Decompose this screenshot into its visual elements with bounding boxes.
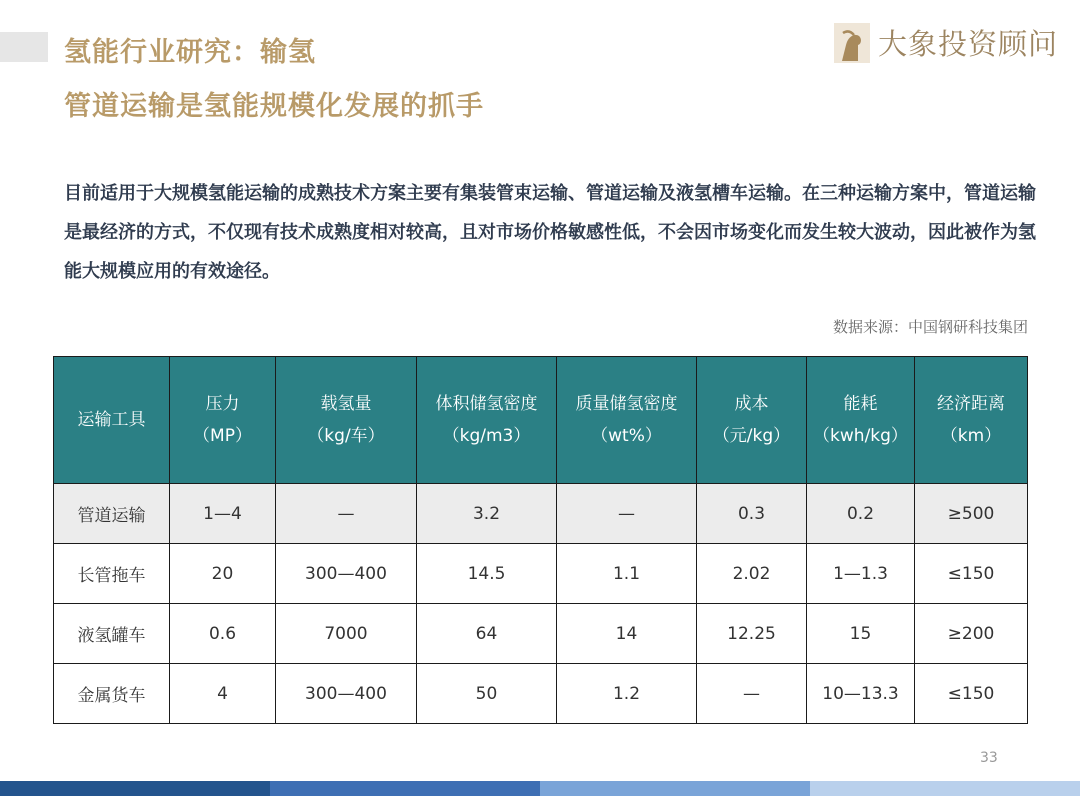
table-cell: 20	[170, 544, 276, 604]
column-header	[170, 357, 276, 484]
table-cell: ≤150	[915, 544, 1028, 604]
bottom-bar-segment	[0, 781, 270, 796]
column-header	[557, 357, 697, 484]
column-header	[697, 357, 807, 484]
bottom-bar-segment	[270, 781, 540, 796]
column-header-unit: （kg/m3）	[442, 426, 531, 446]
page-subtitle: 管道运输是氢能规模化发展的抓手	[64, 91, 484, 122]
column-header-label: 载氢量	[320, 394, 372, 414]
table-row	[54, 664, 1028, 724]
column-header	[54, 357, 170, 484]
brand-logo	[834, 22, 1058, 63]
table-cell: 15	[807, 604, 915, 664]
column-header-unit: （MP）	[193, 426, 252, 446]
column-header-label: 体积储氢密度	[435, 394, 538, 414]
table-row	[54, 544, 1028, 604]
transport-type-cell: 液氢罐车	[54, 604, 170, 664]
table-cell: 14.5	[417, 544, 557, 604]
column-header-label: 经济距离	[937, 394, 1005, 414]
column-header-unit: （wt%）	[591, 426, 662, 446]
column-header-label: 成本	[734, 394, 769, 414]
table-row	[54, 484, 1028, 544]
table-cell: 64	[417, 604, 557, 664]
transport-type-cell: 长管拖车	[54, 544, 170, 604]
table-cell: ≥500	[915, 484, 1028, 544]
column-header	[276, 357, 417, 484]
transport-type-cell: 金属货车	[54, 664, 170, 724]
table-header-row	[54, 357, 1028, 484]
column-header-label: 质量储氢密度	[575, 394, 678, 414]
transport-type-cell: 管道运输	[54, 484, 170, 544]
table-cell: ≥200	[915, 604, 1028, 664]
table-cell: 4	[170, 664, 276, 724]
table-cell: 14	[557, 604, 697, 664]
comparison-table	[53, 356, 1028, 724]
brand-name: 大象投资顾问	[878, 27, 1059, 61]
column-header-unit: （kg/车）	[307, 426, 385, 446]
table-cell: —	[697, 664, 807, 724]
table-cell: 0.6	[170, 604, 276, 664]
bottom-color-bar	[0, 781, 1080, 796]
table-cell: —	[557, 484, 697, 544]
intro-paragraph: 目前适用于大规模氢能运输的成熟技术方案主要有集装管束运输、管道运输及液氢槽车运输。在三种运输方案中，管道运输是最经济的方式，不仅现有技术成熟度相对较高，且对市场价格敏感性低，不会因市场变化而发生较大波动，因此被作为氢能大规模应用的有效途径。	[64, 183, 1036, 282]
table-cell: 1—4	[170, 484, 276, 544]
table-cell: 2.02	[697, 544, 807, 604]
column-header	[915, 357, 1028, 484]
page-number: 33	[980, 750, 998, 766]
table-cell: 1.2	[557, 664, 697, 724]
column-header	[417, 357, 557, 484]
table-cell: 300—400	[276, 544, 417, 604]
table-cell: —	[276, 484, 417, 544]
table-cell: 0.3	[697, 484, 807, 544]
table-cell: 1—1.3	[807, 544, 915, 604]
title-accent-bar	[0, 32, 48, 62]
page-title: 氢能行业研究：输氢	[64, 37, 316, 68]
column-header-label: 能耗	[843, 394, 878, 414]
table-cell: 12.25	[697, 604, 807, 664]
table-cell: 0.2	[807, 484, 915, 544]
data-source: 数据来源：中国钢研科技集团	[832, 318, 1028, 336]
table-cell: 3.2	[417, 484, 557, 544]
column-header-label: 压力	[205, 394, 240, 414]
column-header-unit: （元/kg）	[712, 426, 791, 446]
column-header-unit: （km）	[940, 426, 1002, 446]
column-header-unit: （kwh/kg）	[813, 426, 908, 446]
column-header	[807, 357, 915, 484]
elephant-logo-icon	[834, 23, 870, 63]
bottom-bar-segment	[540, 781, 810, 796]
table-row	[54, 604, 1028, 664]
table-cell: 300—400	[276, 664, 417, 724]
table-cell: 1.1	[557, 544, 697, 604]
table-cell: 10—13.3	[807, 664, 915, 724]
column-header-label: 运输工具	[77, 410, 146, 430]
table-cell: 50	[417, 664, 557, 724]
table-cell: ≤150	[915, 664, 1028, 724]
bottom-bar-segment	[810, 781, 1080, 796]
table-cell: 7000	[276, 604, 417, 664]
